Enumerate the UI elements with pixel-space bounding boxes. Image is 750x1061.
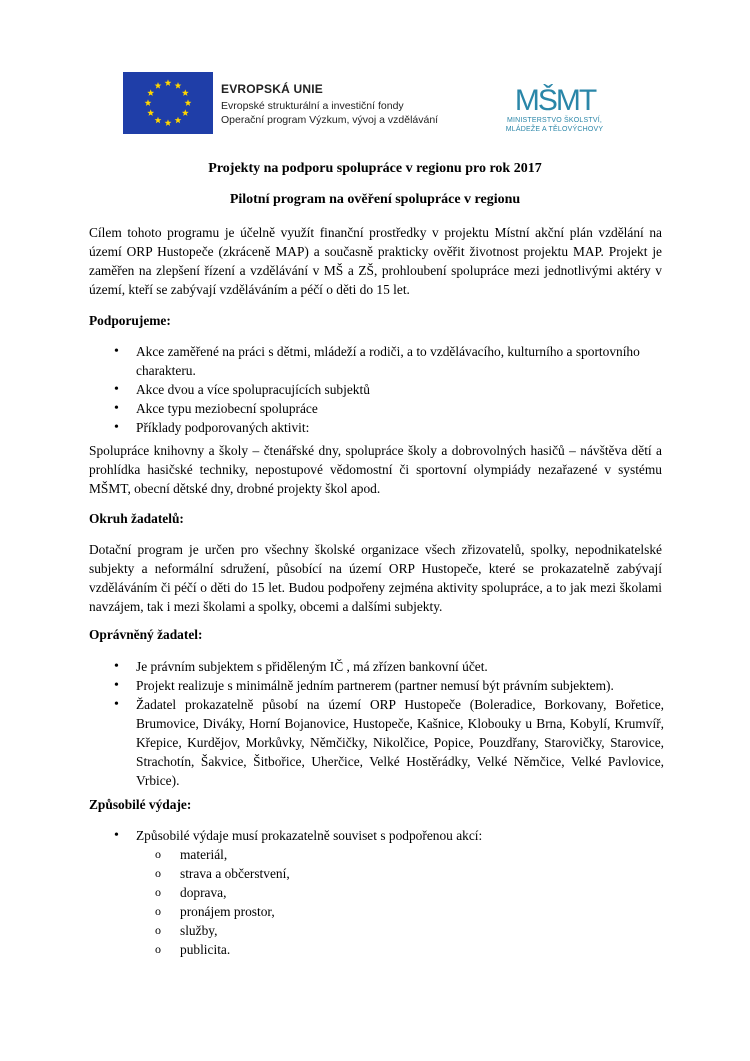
msmt-line-1: MINISTERSTVO ŠKOLSTVÍ, [506,117,603,124]
sublist-item: o publicita. [89,940,664,959]
eu-line-2: Evropské strukturální a investiční fondy [221,100,404,112]
support-heading: Podporujeme: [89,313,171,328]
expenses-list [89,826,664,959]
list-item: • Akce dvou a více spolupracujících subjektů [89,380,663,399]
applicants-paragraph: Dotační program je určen pro všechny školské organizace všech zřizovatelů, spolky, nepodnikatelské subjekty a neformální sdružení, působící na území ORP Hustopeče, které se prokazatelně zabývají vzděláváním či péčí o děti do 15 let. Budou podpořeny zejména aktivity spolupráce, a to jak mezi školami navzájem, tak i mezi školami a spolky, obcemi a dalšími subjekty. [89,542,662,614]
eu-flag-logo [123,72,213,134]
expenses-heading: Způsobilé výdaje: [89,797,192,812]
document-subtitle: Pilotní program na ověření spolupráce v regionu [229,192,521,207]
list-item: • Projekt realizuje s minimálně jedním partnerem (partner nemusí být právním subjektem). [89,676,664,695]
eu-line-1: EVROPSKÁ UNIE [221,82,323,96]
sublist-item: o materiál, [89,845,664,864]
support-list [89,342,663,437]
sublist-item: o pronájem prostor, [89,902,664,921]
intro-paragraph: Cílem tohoto programu je účelně využít finanční prostředky v projektu Místní akční plán vzdělání na území ORP Hustopeče (zkráceně MAP) a současně prakticky ověřit životnost projektu MAP. Projekt je zaměřen na zlepšení řízení a vzdělávání v MŠ a ZŠ, prohloubení spolupráce mezi jednotlivými aktéry v území, kteří se zabývají vzděláváním a péčí o děti do 15 let. [89,225,662,297]
list-item: • Žadatel prokazatelně působí na území ORP Hustopeče (Boleradice, Borkovany, Bořetice, Brumovice, Diváky, Horní Bojanovice, Hustopeče, Kašnice, Klobouky u Brna, Kobylí, Krumvíř, Křepice, Kurdějov, Morkůvky, Němčičky, Nikolčice, Popice, Pouzdřany, Starovičky, Starovice, Strachotín, Šakvice, Šitbořice, Uherčice, Velké Hostěrádky, Velké Němčice, Velké Pavlovice, Vrbice). [89,695,664,790]
expenses-sublist [89,845,664,959]
list-item: • Akce typu meziobecní spolupráce [89,399,663,418]
sublist-item: o strava a občerstvení, [89,864,664,883]
msmt-line-2: MLÁDEŽE A TĚLOVÝCHOVY [505,126,604,133]
list-item: • Příklady podporovaných aktivit: [89,418,663,437]
expenses-intro: Způsobilé výdaje musí prokazatelně souviset s podpořenou akcí: [136,828,483,843]
list-item [89,826,664,959]
examples-paragraph: Spolupráce knihovny a školy – čtenářské dny, spolupráce školy a dobrovolných hasičů – návštěva dětí a prohlídka hasičské techniky, nepostupové vědomostní či sportovní olympiády nezařazené v systému MŠMT, obecní dětské dny, drobné projekty škol apod. [89,443,662,496]
eligible-heading: Oprávněný žadatel: [89,627,203,642]
msmt-logo-caption [497,116,612,134]
eligible-list [89,657,664,790]
sublist-item: o služby, [89,921,664,940]
applicants-heading: Okruh žadatelů: [89,511,184,526]
svg-text:MŠMT: MŠMT [514,84,596,117]
list-item: • Akce zaměřené na práci s dětmi, mládeží a rodiči, a to vzdělávacího, kulturního a sportovního charakteru. [89,342,663,380]
eu-logo-text [221,82,438,127]
list-item: • Je právním subjektem s přiděleným IČ , má zřízen bankovní účet. [89,657,664,676]
eu-line-3: Operační program Výzkum, vývoj a vzdělávání [221,114,439,126]
document-title: Projekty na podporu spolupráce v regionu pro rok 2017 [208,161,542,176]
sublist-item: o doprava, [89,883,664,902]
